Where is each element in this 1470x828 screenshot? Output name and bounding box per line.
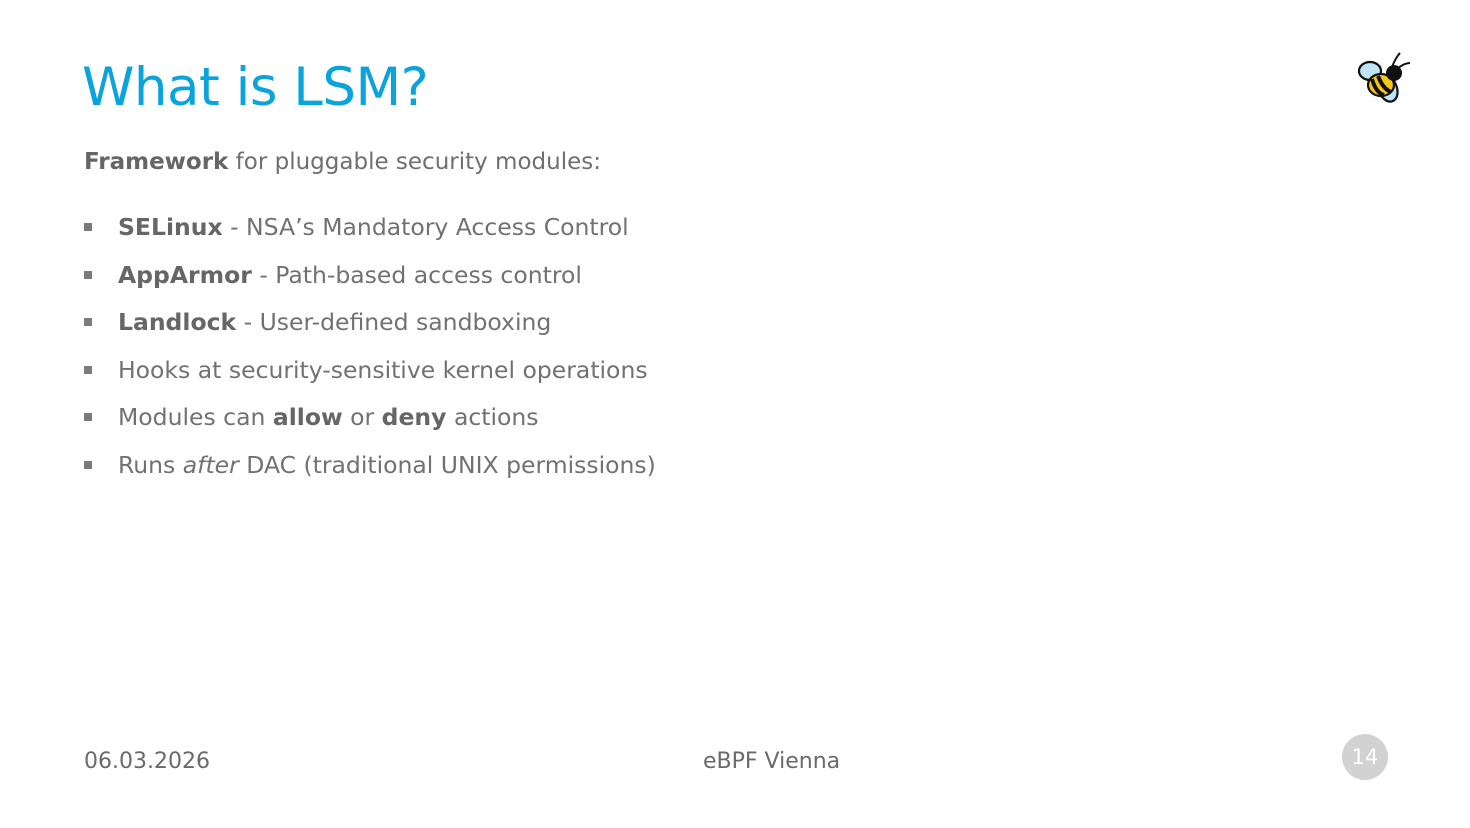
bullet-text: Modules can bbox=[118, 403, 273, 431]
bullet-marker bbox=[84, 223, 92, 231]
bullet-apparmor bbox=[84, 257, 656, 305]
bullet-text: Runs bbox=[118, 450, 183, 479]
bullet-list bbox=[84, 209, 656, 494]
bullet-selinux bbox=[84, 209, 656, 257]
bullet-dac bbox=[84, 447, 656, 495]
bullet-marker bbox=[84, 318, 92, 326]
intro-bold: Framework bbox=[84, 149, 229, 175]
footer-date: 06.03.2026 bbox=[84, 749, 210, 774]
bullet-bold: Landlock bbox=[118, 308, 237, 336]
bullet-marker bbox=[84, 271, 92, 279]
bullet-text: actions bbox=[446, 403, 539, 431]
footer-event: eBPF Vienna bbox=[703, 749, 841, 774]
bullet-marker bbox=[84, 413, 92, 421]
bullet-marker bbox=[84, 366, 92, 374]
bullet-bold: AppArmor bbox=[118, 260, 252, 289]
bullet-text: DAC (traditional UNIX permissions) bbox=[238, 450, 656, 479]
slide-title: What is LSM? bbox=[82, 57, 429, 118]
intro-text bbox=[84, 146, 601, 178]
bullet-hooks bbox=[84, 352, 656, 400]
bullet-landlock bbox=[84, 304, 656, 352]
bullet-marker bbox=[84, 461, 92, 469]
bullet-bold-allow: allow bbox=[272, 403, 343, 431]
bullet-text: - NSA’s Mandatory Access Control bbox=[222, 213, 629, 241]
intro-rest: for pluggable security modules: bbox=[228, 149, 601, 175]
bullet-text: or bbox=[342, 403, 382, 431]
bullet-italic-after: after bbox=[182, 450, 239, 479]
bullet-text: Hooks at security-sensitive kernel operations bbox=[118, 355, 648, 384]
bullet-text: - User-defined sandboxing bbox=[236, 308, 552, 336]
bullet-bold: SELinux bbox=[118, 213, 223, 241]
bee-icon bbox=[1356, 49, 1414, 105]
page-number-badge: 14 bbox=[1342, 734, 1388, 780]
bullet-allow-deny bbox=[84, 399, 656, 447]
bullet-text: - Path-based access control bbox=[251, 260, 582, 289]
bullet-bold-deny: deny bbox=[381, 403, 447, 431]
